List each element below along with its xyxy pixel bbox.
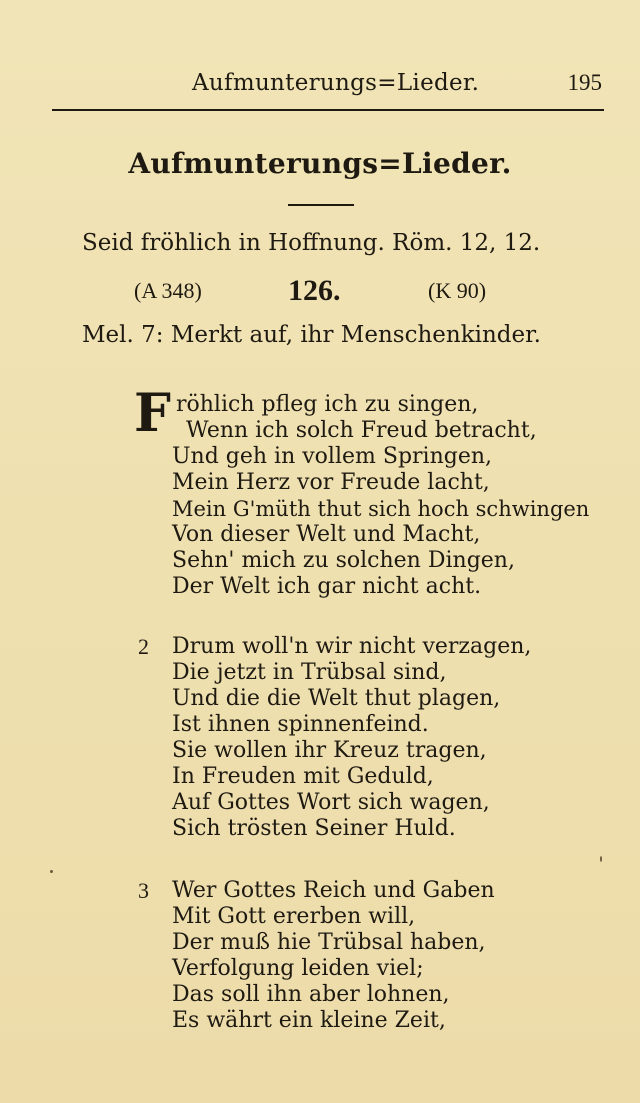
verse-line: In Freuden mit Geduld, [172, 764, 434, 789]
verse-line: Wenn ich solch Freud betracht, [186, 418, 537, 443]
running-header [52, 70, 604, 110]
verse-line: Sie wollen ihr Kreuz tragen, [172, 738, 487, 763]
verse-line: Mit Gott ererben will, [172, 904, 416, 929]
verse-line: Der Welt ich gar nicht acht. [172, 574, 482, 599]
paper-speck [600, 856, 602, 862]
verse-line: Verfolgung leiden viel; [172, 956, 424, 981]
drop-cap: F [134, 383, 171, 444]
verse-line: Der muß hie Trübsal haben, [172, 930, 486, 955]
verse-line: Sich trösten Seiner Huld. [172, 816, 456, 841]
verse-number: 3 [138, 878, 149, 903]
verse-line: röhlich pfleg ich zu singen, [176, 392, 479, 417]
title-rule [288, 204, 354, 206]
melody-line: Mel. 7: Merkt auf, ihr Menschenkinder. [82, 322, 541, 348]
verse-line: Die jetzt in Trübsal sind, [172, 660, 447, 685]
verse-line: Mein G'müth thut sich hoch schwingen [172, 497, 590, 521]
verse-line: Auf Gottes Wort sich wagen, [172, 790, 490, 815]
verse-line: Drum woll'n wir nicht verzagen, [172, 634, 532, 659]
verse-line: Es währt ein kleine Zeit, [172, 1008, 446, 1033]
verse-line: Und geh in vollem Springen, [172, 444, 493, 469]
verse-line: Sehn' mich zu solchen Dingen, [172, 548, 515, 573]
paper-speck [50, 870, 53, 873]
section-title: Aufmunterungs=Lieder. [128, 147, 512, 180]
scripture-motto: Seid fröhlich in Hoffnung. Röm. 12, 12. [82, 230, 541, 256]
verse-line: Das soll ihn aber lohnen, [172, 982, 450, 1007]
verse-number: 2 [138, 634, 149, 659]
running-title: Aufmunterungs=Lieder. [192, 70, 480, 96]
verse-line: Und die die Welt thut plagen, [172, 686, 501, 711]
hymn-reference-right: (K 90) [428, 278, 487, 303]
verse-line: Ist ihnen spinnenfeind. [172, 712, 429, 737]
hymn-reference-left: (A 348) [134, 278, 202, 303]
verse-line: Von dieser Welt und Macht, [172, 522, 481, 547]
page-number: 195 [567, 70, 602, 95]
verse-line: Wer Gottes Reich und Gaben [172, 878, 495, 903]
verse-line: Mein Herz vor Freude lacht, [172, 470, 490, 495]
hymn-number: 126. [288, 274, 341, 307]
header-rule [52, 109, 604, 111]
